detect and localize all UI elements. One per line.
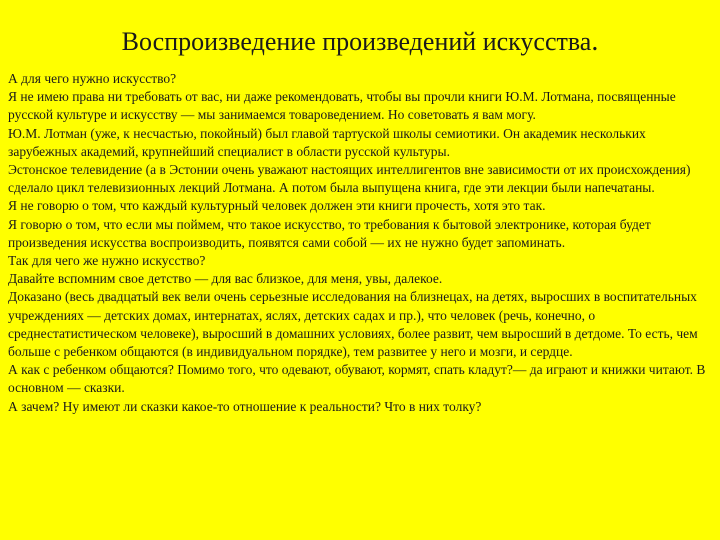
paragraph-estonian-tv: Эстонское телевидение (а в Эстонии очень уважают настоящих интеллигентов вне зависимости от их происхождения) сделало цикл телевизионных лекций Лотмана. А потом была выпущена книга, где эти лекции были напечатаны.	[8, 162, 691, 196]
paragraph-research: Доказано (весь двадцатый век вели очень серьезные исследования на близнецах, на детях, выросших в воспитательных учреждениях — детских домах, интернатах, яслях, детских садах и пр.), что человек (речь, конечно, о среднестатистическом человеке), выросший в домашних условиях, более развит, чем выросший в детдоме. То есть, чем больше с ребенком общаются (в индивидуальном порядке), тем развитее у него и мозги, и сердце.	[8, 289, 698, 360]
paragraph-lotman-bio: Ю.М. Лотман (уже, к несчастью, покойный) был главой тартуской школы семиотики. Он академик нескольких зарубежных академий, крупнейший специалист в области русской культуры.	[8, 125, 646, 159]
paragraph-childhood: Давайте вспомним свое детство — для вас близкое, для меня, увы, далекое.	[8, 271, 443, 287]
slide-body	[8, 70, 714, 416]
paragraph-not-saying: Я не говорю о том, что каждый культурный человек должен эти книги прочесть, хотя это так.	[8, 198, 546, 214]
paragraph-question-1: А для чего нужно искусство?	[8, 71, 177, 86]
slide-title	[0, 22, 720, 62]
paragraph-question-3: А зачем? Ну имеют ли сказки какое-то отношение к реальности? Что в них толку?	[8, 398, 482, 414]
paragraph-electronics: Я говорю о том, что если мы поймем, что такое искусство, то требования к бытовой электронике, которая будет произведения искусства воспроизводить, появятся сами собой — их не нужно будет запоминать.	[8, 216, 651, 250]
paragraph-question-2: Так для чего же нужно искусство?	[8, 253, 206, 269]
slide-title-text: Воспроизведение произведений искусства	[121, 27, 592, 56]
slide-title-period: .	[591, 26, 599, 57]
paragraph-fairy-tales: А как с ребенком общаются? Помимо того, что одевают, обувают, кормят, спать кладут?— да играют и книжки читают. В основном — сказки.	[8, 362, 706, 396]
paragraph-lotman-books: Я не имею права ни требовать от вас, ни даже рекомендовать, чтобы вы прочли книги Ю.М. Лотмана, посвященные русской культуре и искусству — мы занимаемся товароведением. Но советовать я вам могу.	[8, 89, 676, 123]
